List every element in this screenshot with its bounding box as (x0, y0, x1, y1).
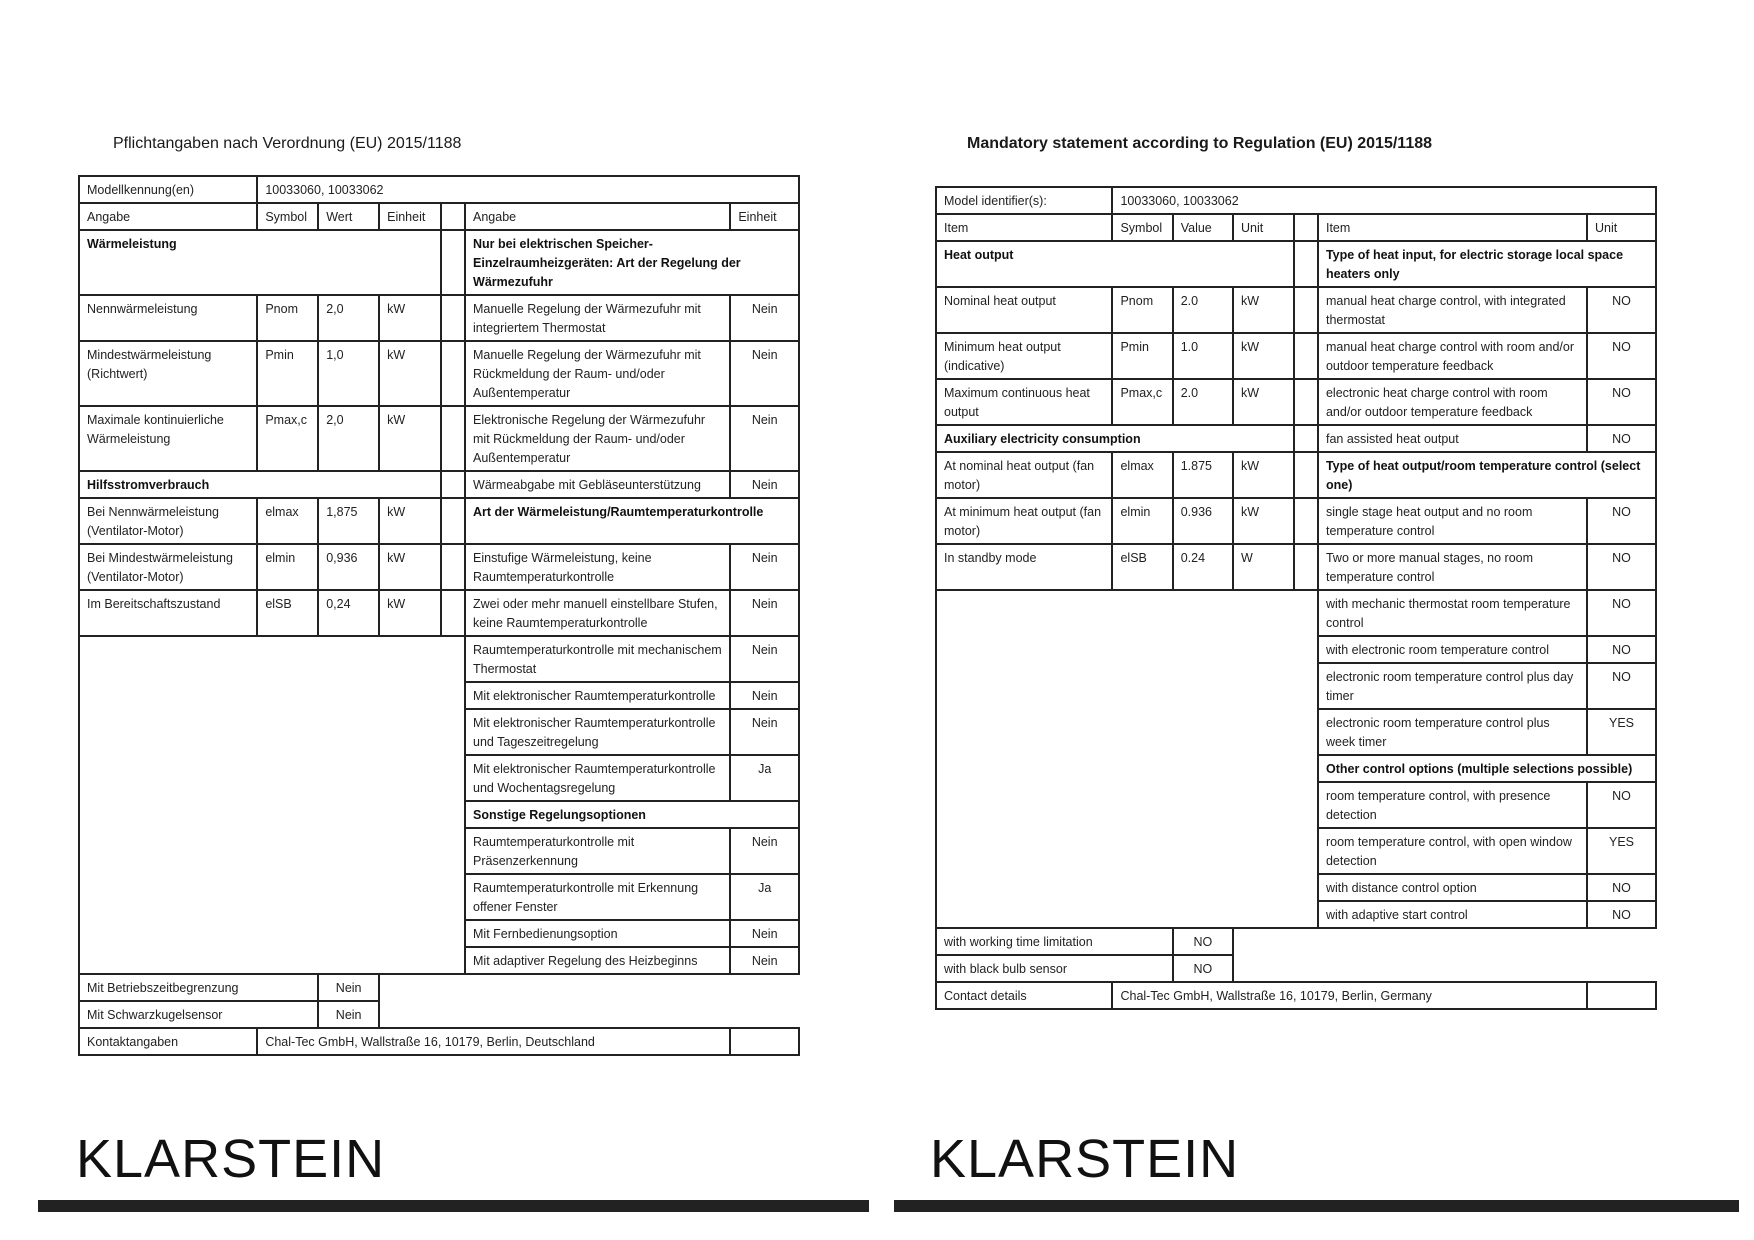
table-cell: Model identifier(s): (936, 187, 1112, 214)
table-cell: Pnom (1112, 287, 1172, 333)
table-cell: Item (936, 214, 1112, 241)
table-cell: with working time limitation (936, 928, 1173, 955)
table-cell: Ja (730, 755, 799, 801)
footer-rule (894, 1200, 1739, 1212)
table-cell: NO (1587, 379, 1656, 425)
table-row (936, 544, 1656, 590)
table-cell: Nennwärmeleistung (79, 295, 257, 341)
table-row (79, 341, 799, 406)
table-cell: NO (1587, 333, 1656, 379)
footer-rule (38, 1200, 869, 1212)
table-cell: kW (379, 295, 441, 341)
table-row (936, 241, 1656, 287)
section-heading-cell: Wärmeleistung (79, 230, 441, 295)
table-cell: 0,24 (318, 590, 379, 636)
table-cell: Manuelle Regelung der Wärmezufuhr mit Rückmeldung der Raum- und/oder Außentemperatur (465, 341, 730, 406)
section-heading-cell: Sonstige Regelungsoptionen (465, 801, 799, 828)
table-cell: kW (379, 406, 441, 471)
table-cell: Pnom (257, 295, 318, 341)
table-cell: Mit elektronischer Raumtemperaturkontrolle und Tageszeitregelung (465, 709, 730, 755)
page-english (877, 0, 1754, 1240)
table-cell: 2,0 (318, 295, 379, 341)
table-cell: 1.875 (1173, 452, 1233, 498)
table-cell: Angabe (465, 203, 730, 230)
table-cell: with black bulb sensor (936, 955, 1173, 982)
table-row (79, 203, 799, 230)
table-row (936, 928, 1656, 955)
table-cell: Nein (730, 471, 799, 498)
table-cell: 10033060, 10033062 (257, 176, 799, 203)
table-cell: Pmax,c (1112, 379, 1172, 425)
table-cell: Nein (730, 295, 799, 341)
table-cell (441, 544, 465, 590)
table-cell (1294, 452, 1318, 498)
table-cell: elmax (1112, 452, 1172, 498)
table-cell: Symbol (1112, 214, 1172, 241)
table-cell: with distance control option (1318, 874, 1587, 901)
table-cell: Bei Mindestwärmeleistung (Ventilator-Motor) (79, 544, 257, 590)
section-heading-cell: Type of heat input, for electric storage local space heaters only (1318, 241, 1656, 287)
table-cell: Maximum continuous heat output (936, 379, 1112, 425)
spec-table-english (935, 186, 1657, 1010)
table-cell: electronic heat charge control with room and/or outdoor temperature feedback (1318, 379, 1587, 425)
table-cell: Contact details (936, 982, 1112, 1009)
table-cell: kW (379, 544, 441, 590)
table-cell: 1.0 (1173, 333, 1233, 379)
table-cell (1294, 379, 1318, 425)
table-cell: Manuelle Regelung der Wärmezufuhr mit integriertem Thermostat (465, 295, 730, 341)
table-cell (1294, 287, 1318, 333)
table-row (936, 187, 1656, 214)
table-cell: kW (1233, 333, 1294, 379)
spec-table-german (78, 175, 800, 1056)
table-cell: Zwei oder mehr manuell einstellbare Stufen, keine Raumtemperaturkontrolle (465, 590, 730, 636)
table-cell (1294, 498, 1318, 544)
table-cell: Mit Schwarzkugelsensor (79, 1001, 318, 1028)
table-cell: Raumtemperaturkontrolle mit Erkennung offener Fenster (465, 874, 730, 920)
table-row (936, 287, 1656, 333)
table-cell: Raumtemperaturkontrolle mit Präsenzerkennung (465, 828, 730, 874)
table-cell: Nein (730, 828, 799, 874)
table-cell: Unit (1233, 214, 1294, 241)
table-cell: NO (1587, 544, 1656, 590)
table-cell: Ja (730, 874, 799, 920)
table-cell: kW (1233, 379, 1294, 425)
table-cell: Nein (730, 544, 799, 590)
table-cell: Nein (318, 974, 379, 1001)
table-row (936, 982, 1656, 1009)
table-cell: Bei Nennwärmeleistung (Ventilator-Motor) (79, 498, 257, 544)
table-cell: Kontaktangaben (79, 1028, 257, 1055)
table-cell: NO (1587, 498, 1656, 544)
table-cell: Modellkennung(en) (79, 176, 257, 203)
table-cell: Mit elektronischer Raumtemperaturkontrolle und Wochentagsregelung (465, 755, 730, 801)
table-cell: NO (1587, 636, 1656, 663)
table-cell: In standby mode (936, 544, 1112, 590)
table-row (79, 636, 799, 682)
table-cell (1587, 982, 1656, 1009)
table-cell: 2.0 (1173, 379, 1233, 425)
table-cell: Unit (1587, 214, 1656, 241)
table-cell: Symbol (257, 203, 318, 230)
table-cell: Mit Betriebszeitbegrenzung (79, 974, 318, 1001)
section-heading-cell: Hilfsstromverbrauch (79, 471, 441, 498)
table-cell: Chal-Tec GmbH, Wallstraße 16, 10179, Berlin, Deutschland (257, 1028, 730, 1055)
table-row (79, 406, 799, 471)
klarstein-logo: KLARSTEIN (76, 1129, 386, 1189)
table-cell: Nein (730, 947, 799, 974)
table-row (79, 295, 799, 341)
table-cell: 2.0 (1173, 287, 1233, 333)
table-cell: kW (1233, 287, 1294, 333)
table-cell: with electronic room temperature control (1318, 636, 1587, 663)
table-cell: Pmin (1112, 333, 1172, 379)
table-cell: kW (379, 590, 441, 636)
table-cell: 0,936 (318, 544, 379, 590)
table-row (936, 452, 1656, 498)
section-heading-cell: Auxiliary electricity consumption (936, 425, 1294, 452)
table-cell (79, 636, 465, 974)
table-cell: Pmax,c (257, 406, 318, 471)
table-cell: kW (379, 498, 441, 544)
section-heading-cell: Nur bei elektrischen Speicher-Einzelraumheizgeräten: Art der Regelung der Wärmezufuhr (465, 230, 799, 295)
table-cell: NO (1587, 874, 1656, 901)
table-cell (441, 341, 465, 406)
table-row (79, 176, 799, 203)
table-cell: Raumtemperaturkontrolle mit mechanischem Thermostat (465, 636, 730, 682)
table-cell: kW (1233, 452, 1294, 498)
table-cell: Nominal heat output (936, 287, 1112, 333)
table-cell: kW (1233, 498, 1294, 544)
table-cell: Two or more manual stages, no room temperature control (1318, 544, 1587, 590)
table-cell: Nein (730, 682, 799, 709)
table-row (79, 590, 799, 636)
table-cell: Chal-Tec GmbH, Wallstraße 16, 10179, Berlin, Germany (1112, 982, 1587, 1009)
table-cell: At minimum heat output (fan motor) (936, 498, 1112, 544)
table-row (79, 1001, 799, 1028)
table-cell: room temperature control, with presence detection (1318, 782, 1587, 828)
table-cell: 0.936 (1173, 498, 1233, 544)
table-cell: Value (1173, 214, 1233, 241)
table-cell: NO (1587, 663, 1656, 709)
table-cell: Wärmeabgabe mit Gebläseunterstützung (465, 471, 730, 498)
table-cell (1294, 425, 1318, 452)
table-cell (441, 203, 465, 230)
table-row (936, 379, 1656, 425)
table-cell: room temperature control, with open window detection (1318, 828, 1587, 874)
table-cell: NO (1587, 590, 1656, 636)
section-heading-cell: Other control options (multiple selections possible) (1318, 755, 1656, 782)
table-cell (441, 590, 465, 636)
table-cell: At nominal heat output (fan motor) (936, 452, 1112, 498)
page-heading: Pflichtangaben nach Verordnung (EU) 2015/1188 (113, 135, 462, 152)
table-cell: Mit Fernbedienungsoption (465, 920, 730, 947)
table-cell: fan assisted heat output (1318, 425, 1587, 452)
klarstein-logo: KLARSTEIN (930, 1129, 1240, 1189)
table-cell: 10033060, 10033062 (1112, 187, 1656, 214)
table-cell: Minimum heat output (indicative) (936, 333, 1112, 379)
table-row (79, 1028, 799, 1055)
table-cell: Wert (318, 203, 379, 230)
table-cell: 1,0 (318, 341, 379, 406)
section-heading-cell: Type of heat output/room temperature control (select one) (1318, 452, 1656, 498)
table-cell: elmax (257, 498, 318, 544)
table-cell: manual heat charge control with room and/or outdoor temperature feedback (1318, 333, 1587, 379)
table-cell: Einheit (379, 203, 441, 230)
table-cell (441, 230, 465, 295)
table-cell: manual heat charge control, with integrated thermostat (1318, 287, 1587, 333)
table-cell: electronic room temperature control plus week timer (1318, 709, 1587, 755)
table-cell: elmin (1112, 498, 1172, 544)
table-row (79, 974, 799, 1001)
table-cell: Item (1318, 214, 1587, 241)
table-cell: elSB (1112, 544, 1172, 590)
table-cell: with mechanic thermostat room temperature control (1318, 590, 1587, 636)
section-heading-cell: Heat output (936, 241, 1294, 287)
table-cell: 0.24 (1173, 544, 1233, 590)
table-cell: Nein (730, 920, 799, 947)
table-row (79, 544, 799, 590)
table-cell: 2,0 (318, 406, 379, 471)
table-row (936, 214, 1656, 241)
table-cell: Im Bereitschaftszustand (79, 590, 257, 636)
table-cell (1294, 214, 1318, 241)
table-cell: Mit adaptiver Regelung des Heizbeginns (465, 947, 730, 974)
table-row (79, 471, 799, 498)
table-cell: 1,875 (318, 498, 379, 544)
table-cell: NO (1587, 425, 1656, 452)
table-row (936, 425, 1656, 452)
table-cell: YES (1587, 828, 1656, 874)
table-row (79, 498, 799, 544)
page-heading: Mandatory statement according to Regulation (EU) 2015/1188 (967, 135, 1433, 152)
table-row (79, 230, 799, 295)
table-cell: Einheit (730, 203, 799, 230)
table-cell: Einstufige Wärmeleistung, keine Raumtemperaturkontrolle (465, 544, 730, 590)
table-cell (936, 590, 1318, 928)
table-cell: kW (379, 341, 441, 406)
table-cell: Elektronische Regelung der Wärmezufuhr mit Rückmeldung der Raum- und/oder Außentemperatur (465, 406, 730, 471)
table-cell: Mindestwärmeleistung (Richtwert) (79, 341, 257, 406)
table-cell (441, 471, 465, 498)
table-cell: W (1233, 544, 1294, 590)
table-cell (1294, 241, 1318, 287)
table-cell (441, 498, 465, 544)
table-cell (1294, 333, 1318, 379)
table-cell: Nein (730, 709, 799, 755)
table-cell: Nein (730, 636, 799, 682)
table-cell: NO (1587, 901, 1656, 928)
section-heading-cell: Art der Wärmeleistung/Raumtemperaturkontrolle (465, 498, 799, 544)
table-cell: NO (1173, 928, 1233, 955)
table-cell: NO (1587, 287, 1656, 333)
table-cell: YES (1587, 709, 1656, 755)
table-cell (730, 1028, 799, 1055)
table-cell (1294, 544, 1318, 590)
table-cell: with adaptive start control (1318, 901, 1587, 928)
table-cell (441, 295, 465, 341)
table-cell: Angabe (79, 203, 257, 230)
table-cell: Nein (318, 1001, 379, 1028)
table-cell: electronic room temperature control plus day timer (1318, 663, 1587, 709)
table-cell: Pmin (257, 341, 318, 406)
table-cell: elmin (257, 544, 318, 590)
table-cell (441, 406, 465, 471)
table-cell: single stage heat output and no room temperature control (1318, 498, 1587, 544)
table-row (936, 590, 1656, 636)
table-cell: elSB (257, 590, 318, 636)
table-cell: NO (1173, 955, 1233, 982)
table-row (936, 955, 1656, 982)
table-cell: Mit elektronischer Raumtemperaturkontrolle (465, 682, 730, 709)
table-cell: Nein (730, 406, 799, 471)
table-row (936, 333, 1656, 379)
table-cell: Maximale kontinuierliche Wärmeleistung (79, 406, 257, 471)
table-cell: Nein (730, 341, 799, 406)
table-row (936, 498, 1656, 544)
table-cell: Nein (730, 590, 799, 636)
table-cell: NO (1587, 782, 1656, 828)
